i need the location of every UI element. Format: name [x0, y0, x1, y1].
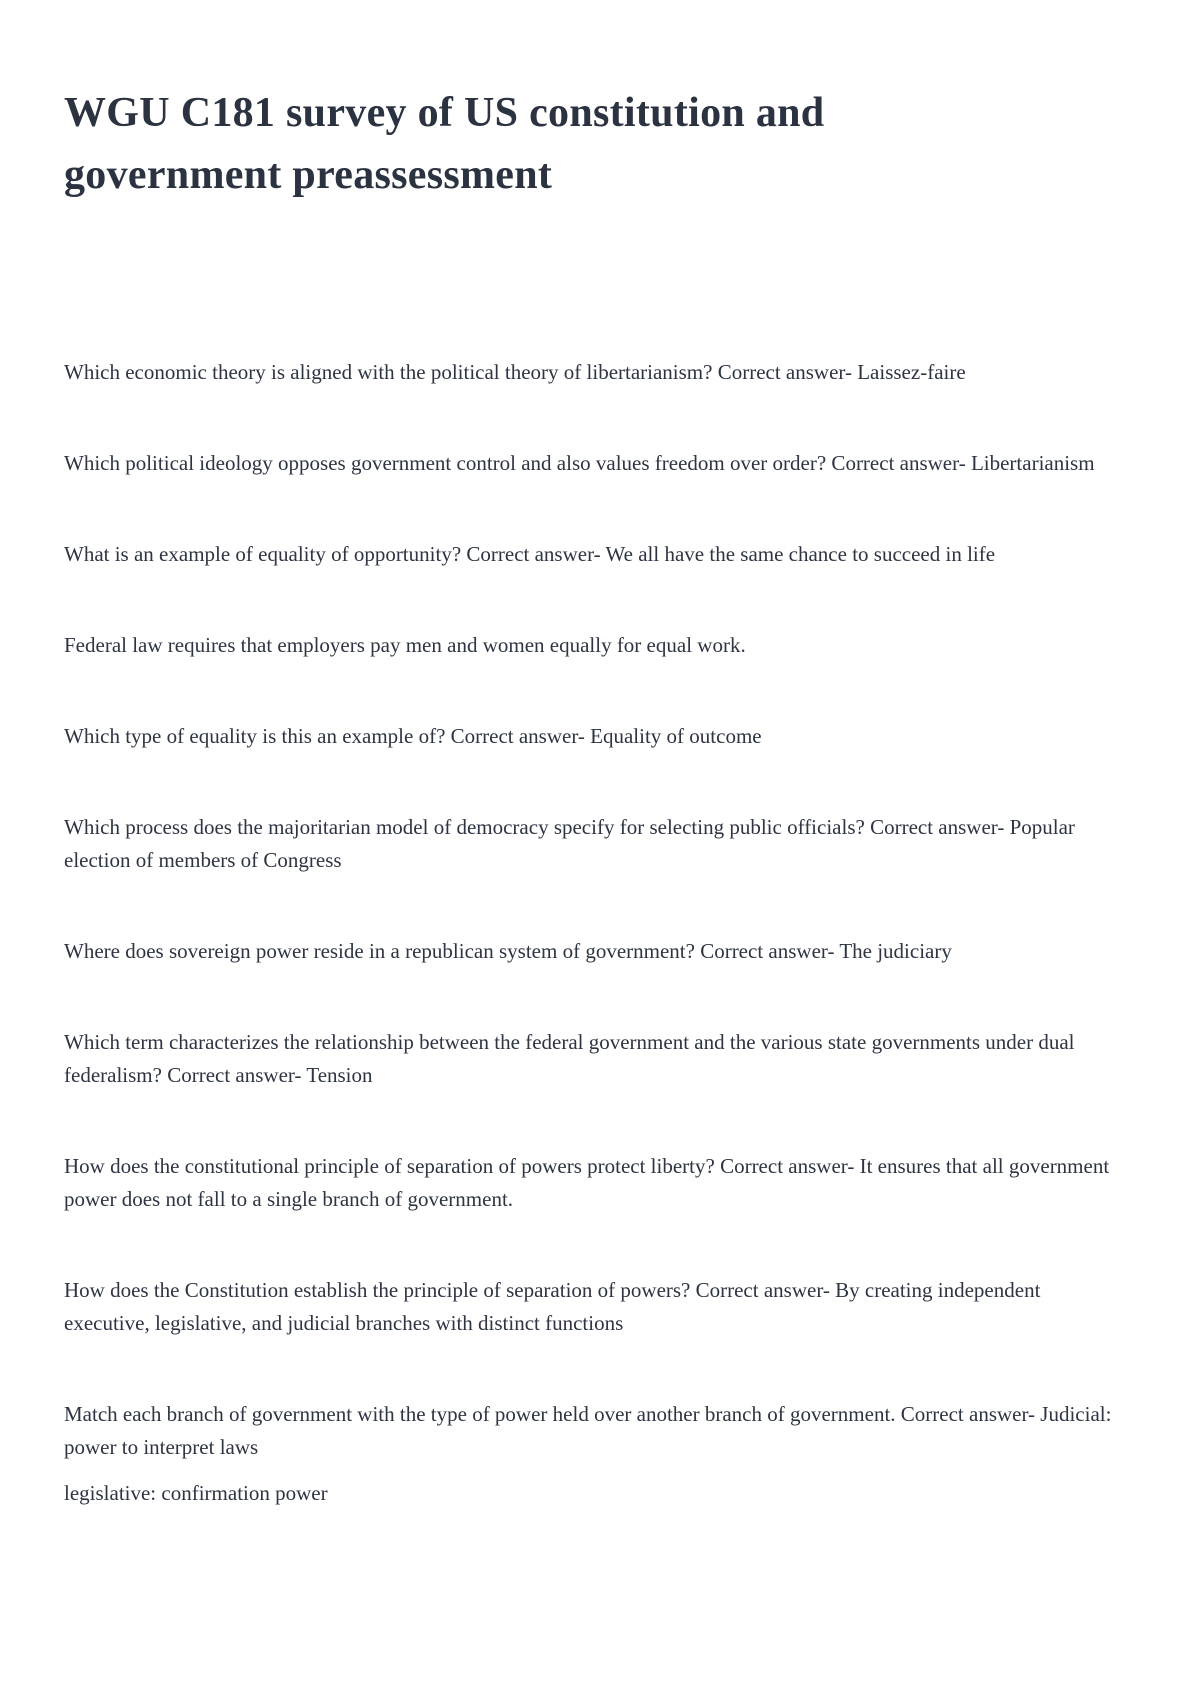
qa-paragraph-12: legislative: confirmation power — [64, 1481, 328, 1505]
qa-paragraph-3: What is an example of equality of opportunity? Correct answer- We all have the same chance to succeed in life — [64, 542, 996, 566]
qa-paragraph-9: How does the constitutional principle of separation of powers protect liberty? Correct answer- It ensures that all government power does not fall to a single branch of government. — [64, 1154, 1110, 1211]
qa-paragraph-5: Which type of equality is this an example of? Correct answer- Equality of outcome — [64, 724, 762, 748]
qa-paragraph-2: Which political ideology opposes government control and also values freedom over order? Correct answer- Libertarianism — [64, 451, 1095, 475]
qa-paragraph-1: Which economic theory is aligned with the political theory of libertarianism? Correct answer- Laissez-faire — [64, 360, 966, 384]
qa-paragraph-4: Federal law requires that employers pay men and women equally for equal work. — [64, 633, 746, 657]
document-title: WGU C181 survey of US constitution and government preassessment — [64, 90, 825, 198]
qa-paragraph-7: Where does sovereign power reside in a republican system of government? Correct answer- The judiciary — [64, 939, 952, 963]
document-body — [64, 356, 1125, 1510]
qa-paragraph-11: Match each branch of government with the type of power held over another branch of government. Correct answer- Judicial: power to interpret laws — [64, 1402, 1112, 1459]
qa-paragraph-8: Which term characterizes the relationship between the federal government and the various state governments under dual federalism? Correct answer- Tension — [64, 1030, 1075, 1087]
qa-paragraph-6: Which process does the majoritarian model of democracy specify for selecting public officials? Correct answer- Popular election of members of Congress — [64, 815, 1075, 872]
qa-paragraph-10: How does the Constitution establish the principle of separation of powers? Correct answer- By creating independent executive, legislative, and judicial branches with distinct functions — [64, 1278, 1041, 1335]
